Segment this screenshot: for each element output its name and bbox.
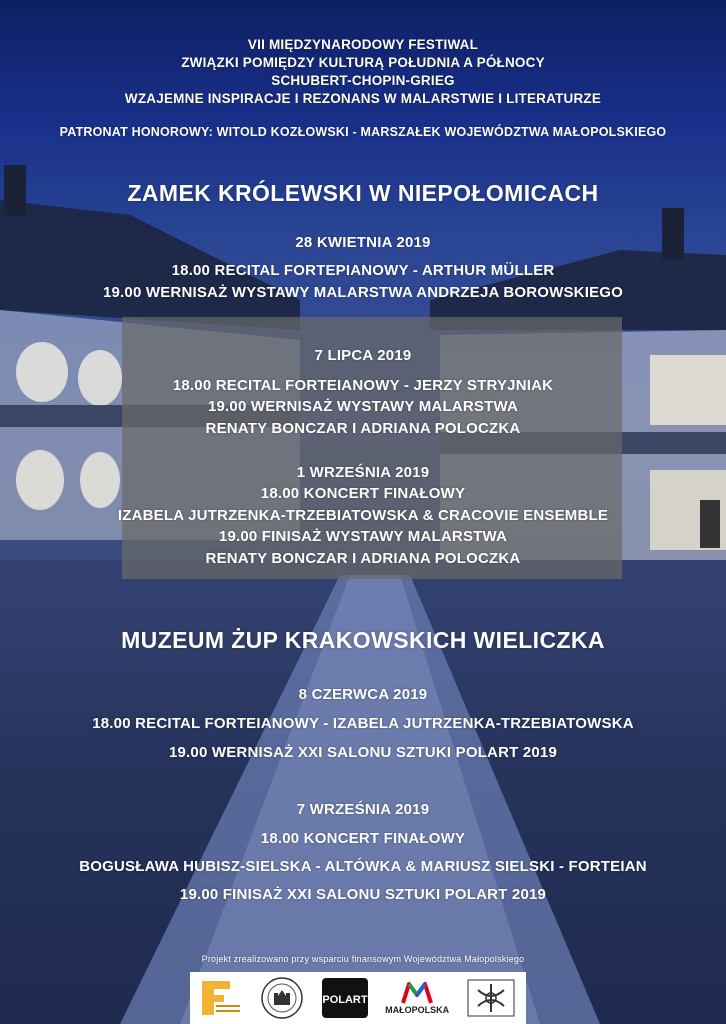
event-line: 18.00 KONCERT FINAŁOWY [260, 830, 466, 847]
polart-logo [320, 976, 370, 1020]
venue-title-niepolomice: ZAMEK KRÓLEWSKI W NIEPOŁOMICACH [127, 180, 599, 206]
sponsor-logos [190, 972, 526, 1024]
event-line: 18.00 RECITAL FORTEPIANOWY - ARTHUR MÜLLER [171, 262, 555, 279]
event-line: BOGUSŁAWA HUBISZ-SIELSKA - ALTÓWKA & MARIUSZ SIELSKI - FORTEIAN [79, 858, 647, 875]
event-line: 19.00 FINISAŻ WYSTAWY MALARSTWA [218, 528, 508, 545]
event-line: 18.00 RECITAL FORTEIANOWY - JERZY STRYJNIAK [172, 377, 554, 394]
funding-note: Projekt zrealizowano przy wsparciu finansowym Województwa Małopolskiego [201, 954, 525, 964]
venue-title-wieliczka: MUZEUM ŻUP KRAKOWSKICH WIELICZKA [121, 627, 605, 653]
coat-of-arms-logo [464, 976, 518, 1020]
festival-subtitle: ZWIĄZKI POMIĘDZY KULTURĄ POŁUDNIA A PÓŁNOCY [181, 55, 545, 70]
patronat-text: PATRONAT HONOROWY: WITOLD KOZŁOWSKI - MARSZAŁEK WOJEWÓDZTWA MAŁOPOLSKIEGO [59, 125, 667, 139]
festival-title: VII MIĘDZYNARODOWY FESTIWAL [247, 37, 479, 52]
event-date: 8 CZERWCA 2019 [298, 686, 428, 703]
event-date: 28 KWIETNIA 2019 [295, 234, 431, 251]
foundation-logo [198, 975, 244, 1021]
event-date: 7 WRZEŚNIA 2019 [296, 801, 430, 818]
malopolska-m-icon [399, 981, 435, 1005]
event-line: RENATY BONCZAR I ADRIANA POLOCZKA [205, 550, 521, 567]
event-line: 19.00 WERNISAŻ WYSTAWY MALARSTWA ANDRZEJA BOROWSKIEGO [102, 284, 624, 301]
event-line: 18.00 RECITAL FORTEIANOWY - IZABELA JUTRZENKA-TRZEBIATOWSKA [92, 715, 634, 732]
malopolska-logo [385, 981, 449, 1015]
event-date: 7 LIPCA 2019 [314, 347, 412, 364]
svg-text:POLART: POLART [322, 994, 368, 1006]
castle-museum-seal-logo [259, 975, 305, 1021]
event-date: 1 WRZEŚNIA 2019 [296, 464, 430, 481]
event-line: 19.00 WERNISAŻ XXI SALONU SZTUKI POLART 2019 [168, 744, 558, 761]
festival-theme: WZAJEMNE INSPIRACJE I REZONANS W MALARSTWIE I LITERATURZE [124, 91, 602, 106]
event-line: 19.00 WERNISAŻ WYSTAWY MALARSTWA [207, 398, 519, 415]
event-line: 18.00 KONCERT FINAŁOWY [260, 485, 466, 502]
festival-composers: SCHUBERT-CHOPIN-GRIEG [271, 73, 455, 88]
event-line: RENATY BONCZAR I ADRIANA POLOCZKA [205, 420, 521, 437]
malopolska-label: MAŁOPOLSKA [385, 1005, 450, 1015]
event-line: IZABELA JUTRZENKA-TRZEBIATOWSKA & CRACOVIE ENSEMBLE [117, 507, 609, 524]
event-line: 19.00 FINISAŻ XXI SALONU SZTUKI POLART 2019 [179, 886, 547, 903]
